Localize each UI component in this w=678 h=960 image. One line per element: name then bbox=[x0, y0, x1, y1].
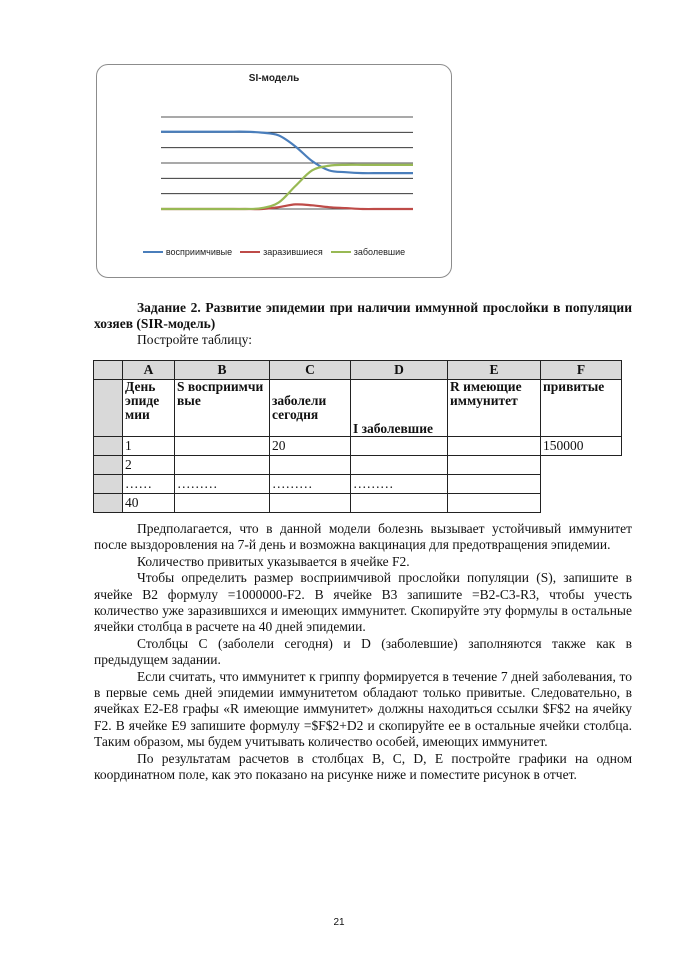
table-cell bbox=[448, 437, 541, 456]
header-cell-vaccinated: привитые bbox=[541, 380, 622, 437]
table-cell bbox=[448, 475, 541, 494]
table-cell bbox=[270, 494, 351, 513]
task-title: Задание 2. Развитие эпидемии при наличии иммунной прослойки в популяции хозяев (SIR-модель) bbox=[94, 300, 632, 332]
header-cell-immune: R имеющие иммунитет bbox=[448, 380, 541, 437]
chart-title: SI-модель bbox=[248, 73, 300, 84]
spreadsheet-table bbox=[93, 360, 622, 513]
chart-frame bbox=[96, 64, 452, 278]
row-header bbox=[94, 437, 123, 456]
table-cell bbox=[351, 494, 448, 513]
empty-cell bbox=[541, 456, 622, 475]
paragraph: По результатам расчетов в столбцах B, C, D, E постройте графики на одном координатном поле, как это показано на рисунке ниже и поместите рисунок в отчет. bbox=[94, 750, 632, 783]
column-header-e: E bbox=[448, 361, 541, 380]
table-cell: ……… bbox=[175, 475, 270, 494]
header-cell-day: День эпиде мии bbox=[123, 380, 175, 437]
table-cell: 1 bbox=[123, 437, 175, 456]
table-cell: ……… bbox=[351, 475, 448, 494]
table-cell: ……… bbox=[270, 475, 351, 494]
table-cell bbox=[351, 437, 448, 456]
column-header-d: D bbox=[351, 361, 448, 380]
table-cell: …… bbox=[123, 475, 175, 494]
legend-swatch-blue bbox=[143, 251, 163, 253]
row-header bbox=[94, 456, 123, 475]
header-cell-susceptible: S восприимчи вые bbox=[175, 380, 270, 437]
table-cell bbox=[270, 456, 351, 475]
table-cell: 2 bbox=[123, 456, 175, 475]
legend-label-sick: заболевшие bbox=[353, 247, 406, 257]
body-text bbox=[94, 521, 632, 784]
paragraph: Количество привитых указывается в ячейке F2. bbox=[137, 553, 410, 569]
paragraph: Если считать, что иммунитет к гриппу формируется в течение 7 дней заболевания, то в первые семь дней эпидемии иммунитетом обладают только привитые. Следовательно, в ячейках E2-E8 графы «R имеющие иммунитет» должны находиться ссылки $F$2 на ячейку F2. В ячейке E9 запишите формулу =$F$2+D2 и скопируйте ее в остальные ячейки столбца. Таким образом, мы будем учитывать количество особей, имеющих иммунитет. bbox=[94, 668, 632, 750]
table-cell: 40 bbox=[123, 494, 175, 513]
page-number: 21 bbox=[333, 917, 345, 928]
header-cell-infected: I заболевшие bbox=[351, 380, 448, 437]
legend-swatch-green bbox=[331, 251, 351, 253]
table-cell: 150000 bbox=[541, 437, 622, 456]
row-header bbox=[94, 475, 123, 494]
legend-item-sick bbox=[331, 247, 405, 257]
build-instruction: Постройте таблицу: bbox=[137, 332, 252, 347]
table-cell bbox=[175, 437, 270, 456]
column-header-a: A bbox=[123, 361, 175, 380]
corner-cell bbox=[94, 361, 123, 380]
legend-label-susceptible: восприимчивые bbox=[165, 247, 233, 257]
column-header-f: F bbox=[541, 361, 622, 380]
paragraph: Чтобы определить размер восприимчивой прослойки популяции (S), запишите в ячейке B2 формулу =1000000-F2. В ячейке B3 запишите =B2-C3-R3, чтобы учесть количество уже заразившихся и имеющих иммунитет. Скопируйте эту формулы в остальные ячейки столбца в расчете на 40 дней эпидемии. bbox=[94, 570, 632, 635]
legend-label-infected: заразившиеся bbox=[263, 247, 323, 257]
legend-item-susceptible bbox=[143, 247, 232, 257]
row-header bbox=[94, 380, 123, 437]
header-cell-sick-today: заболели сегодня bbox=[270, 380, 351, 437]
table-cell bbox=[448, 456, 541, 475]
row-header bbox=[94, 494, 123, 513]
paragraph: Предполагается, что в данной модели болезнь вызывает устойчивый иммунитет после выздоровления на 7-й день и возможна вакцинация для предотвращения эпидемии. bbox=[94, 521, 632, 553]
paragraph: Столбцы C (заболели сегодня) и D (заболевшие) заполняются также как в предыдущем задании. bbox=[94, 635, 632, 668]
empty-cell bbox=[541, 494, 622, 513]
table-cell bbox=[175, 456, 270, 475]
chart-legend bbox=[97, 247, 451, 257]
empty-cell bbox=[541, 475, 622, 494]
column-header-c: C bbox=[270, 361, 351, 380]
series-line-3 bbox=[161, 165, 413, 209]
table-cell bbox=[448, 494, 541, 513]
si-model-chart bbox=[97, 65, 451, 277]
series-line-1 bbox=[161, 132, 413, 174]
table-cell bbox=[351, 456, 448, 475]
column-header-b: B bbox=[175, 361, 270, 380]
legend-swatch-red bbox=[240, 251, 260, 253]
table-cell: 20 bbox=[270, 437, 351, 456]
legend-item-infected bbox=[240, 247, 323, 257]
table-cell bbox=[175, 494, 270, 513]
